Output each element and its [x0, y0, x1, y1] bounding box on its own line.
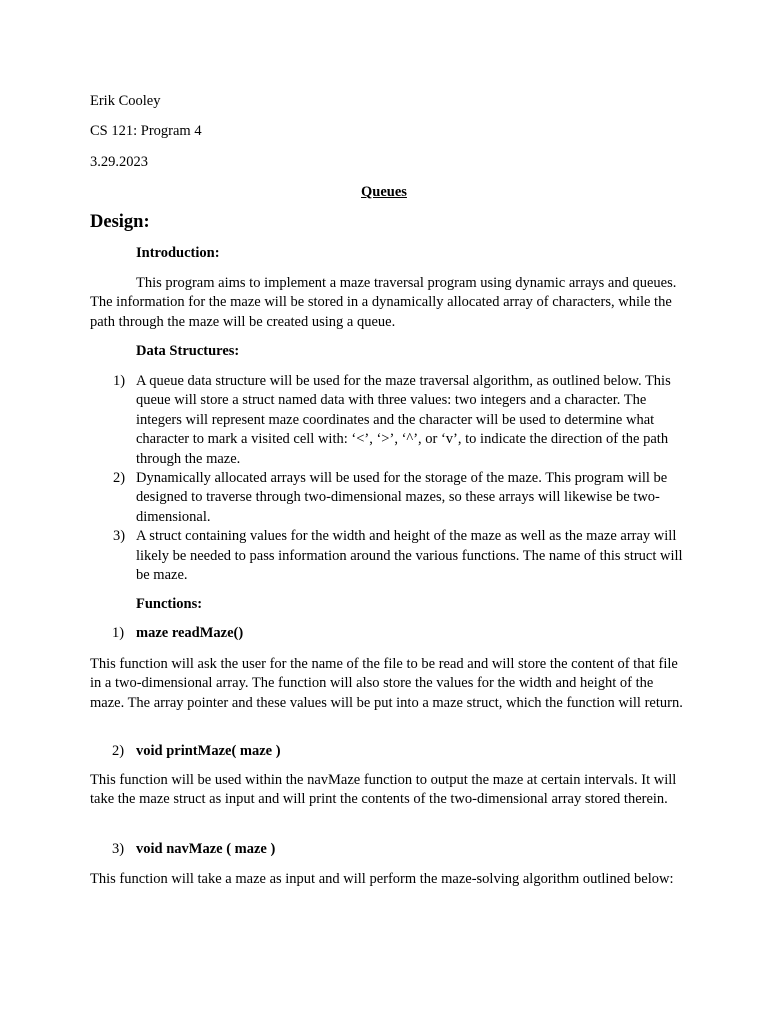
function-name: void navMaze ( maze ) [136, 841, 276, 857]
list-item [90, 372, 690, 469]
design-heading: Design: [90, 212, 150, 232]
document-title: Queues [361, 184, 407, 200]
list-item-number: 1) [113, 373, 126, 389]
list-item-text: A struct containing values for the width and height of the maze as well as the maze array will likely be needed to pass information around the various functions. The name of this struct will be maze. [136, 528, 683, 584]
functions-heading: Functions: [136, 596, 203, 612]
list-item [90, 469, 690, 527]
function-signature-read-maze [112, 624, 243, 643]
function-number: 1) [112, 625, 125, 641]
author-name: Erik Cooley [90, 93, 161, 109]
function-signature-print-maze [112, 742, 281, 761]
function-name: maze readMaze() [136, 625, 244, 641]
function-description-nav-maze: This function will take a maze as input and will perform the maze-solving algorithm outlined below: [90, 871, 674, 887]
data-structures-heading: Data Structures: [136, 343, 240, 359]
list-item-number: 3) [113, 528, 126, 545]
data-structures-list [90, 372, 690, 585]
function-description-read-maze: This function will ask the user for the name of the file to be read and will store the content of that file in a two-dimensional array. The function will also store the values for the width and height of the maze. The array pointer and these values will be put into a maze struct, which the function will return. [90, 656, 683, 711]
introduction-text: This program aims to implement a maze traversal program using dynamic arrays and queues. The information for the maze will be stored in a dynamically allocated array of characters, while the path through the maze will be created using a queue. [90, 275, 677, 330]
function-number: 2) [112, 743, 125, 759]
function-name: void printMaze( maze ) [136, 743, 281, 759]
list-item-number: 2) [113, 470, 126, 487]
function-description-print-maze: This function will be used within the navMaze function to output the maze at certain intervals. It will take the maze struct as input and will print the contents of the two-dimensional array stored therein. [90, 772, 677, 808]
list-item-text: A queue data structure will be used for the maze traversal algorithm, as outlined below. This queue will store a struct named data with three values: two integers and a character. The integers will represent maze coordinates and the character will be used to determine what character to mark a visited cell with: ‘<’, ‘>’, ‘^’, or ‘v’, to indicate the direction of the path through the maze. [136, 373, 671, 467]
list-item-text: Dynamically allocated arrays will be used for the storage of the maze. This program will be designed to traverse through two-dimensional mazes, so these arrays will likewise be two-dimensional. [136, 470, 668, 525]
course-name: CS 121: Program 4 [90, 123, 202, 139]
function-signature-nav-maze [112, 840, 275, 859]
introduction-heading: Introduction: [136, 245, 220, 261]
function-number: 3) [112, 841, 125, 857]
list-item [90, 527, 690, 585]
document-date: 3.29.2023 [90, 154, 148, 170]
